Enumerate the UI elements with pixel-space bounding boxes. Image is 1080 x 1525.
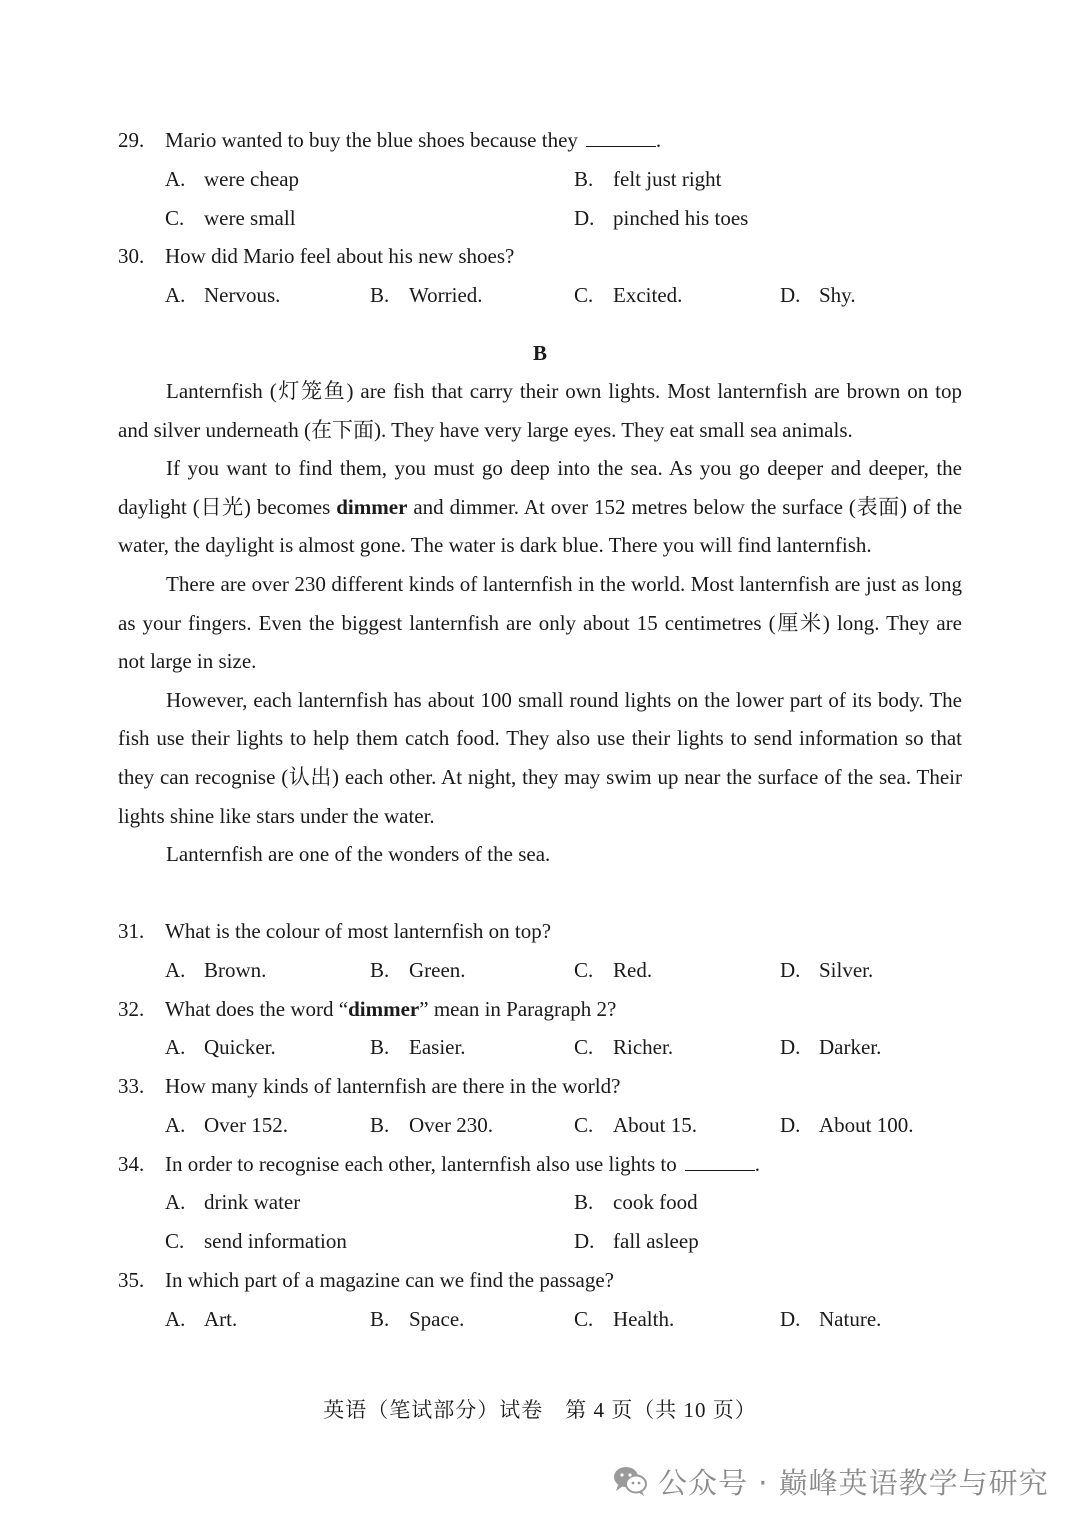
option-33-c: C. About 15. bbox=[574, 1113, 697, 1137]
question-number: 33. bbox=[118, 1074, 145, 1098]
question-35 bbox=[118, 1268, 614, 1293]
option-34-d: D. fall asleep bbox=[574, 1229, 699, 1253]
option-35-a: A. Art. bbox=[165, 1307, 238, 1331]
option-30-b: B. Worried. bbox=[370, 283, 483, 307]
option-30-a: A. Nervous. bbox=[165, 283, 281, 307]
question-stem: How many kinds of lanternfish are there in the world? bbox=[165, 1074, 621, 1098]
option-29-a: A. were cheap bbox=[165, 167, 300, 191]
question-stem: In which part of a magazine can we find the passage? bbox=[165, 1268, 614, 1292]
option-34-c: C. send information bbox=[165, 1229, 347, 1253]
option-35-d: D. Nature. bbox=[780, 1307, 882, 1331]
question-29 bbox=[118, 128, 661, 153]
question-31 bbox=[118, 919, 551, 944]
question-stem: What is the colour of most lanternfish on top? bbox=[165, 919, 552, 943]
question-number: 29. bbox=[118, 128, 145, 152]
option-31-a: A. Brown. bbox=[165, 958, 267, 982]
stem-end: . bbox=[655, 128, 662, 152]
question-stem: Mario wanted to buy the blue shoes because they bbox=[165, 128, 578, 152]
answer-blank bbox=[685, 1152, 755, 1171]
option-35-c: C. Health. bbox=[574, 1307, 675, 1331]
question-number: 34. bbox=[118, 1152, 145, 1176]
passage-paragraph-2: If you want to find them, you must go deep into the sea. As you go deeper and deeper, the daylight (日光) becomes dimmer and dimmer. At over 152 metres below the surface (表面) of the water, the daylight is almost gone. The water is dark blue. There you will find lanternfish. bbox=[118, 456, 963, 558]
watermark bbox=[612, 1459, 1049, 1503]
question-number: 31. bbox=[118, 919, 145, 943]
option-30-d: D. Shy. bbox=[780, 283, 856, 307]
question-stem: How did Mario feel about his new shoes? bbox=[165, 244, 515, 268]
option-30-c: C. Excited. bbox=[574, 283, 683, 307]
passage-paragraph-5: Lanternfish are one of the wonders of the sea. bbox=[166, 842, 551, 867]
option-33-d: D. About 100. bbox=[780, 1113, 914, 1137]
passage-paragraph-1: Lanternfish (灯笼鱼) are fish that carry their own lights. Most lanternfish are brown on top and silver underneath (在下面). They have very large eyes. They eat small sea animals. bbox=[118, 379, 962, 442]
option-33-b: B. Over 230. bbox=[370, 1113, 493, 1137]
answer-blank bbox=[586, 128, 656, 147]
bold-word-dimmer: dimmer bbox=[348, 997, 420, 1021]
option-32-a: A. Quicker. bbox=[165, 1035, 276, 1059]
question-number: 35. bbox=[118, 1268, 145, 1292]
question-number: 30. bbox=[118, 244, 145, 268]
passage-paragraph-4: However, each lanternfish has about 100 small round lights on the lower part of its body. The fish use their lights to help them catch food. They also use their lights to send information so that they can recognise (认出) each other. At night, they may swim up near the surface of the sea. Their lights shine like stars under the water. bbox=[118, 687, 962, 828]
question-33 bbox=[118, 1074, 620, 1099]
page-footer: 英语（笔试部分）试卷 第 4 页（共 10 页） bbox=[323, 1398, 757, 1422]
stem-end: . bbox=[754, 1152, 761, 1176]
option-29-d: D. pinched his toes bbox=[574, 206, 749, 230]
question-30 bbox=[118, 244, 514, 269]
wechat-icon bbox=[612, 1465, 648, 1497]
section-title-b: B bbox=[532, 341, 547, 365]
option-29-b: B. felt just right bbox=[574, 167, 722, 191]
option-34-b: B. cook food bbox=[574, 1190, 698, 1214]
option-31-b: B. Green. bbox=[370, 958, 466, 982]
option-33-a: A. Over 152. bbox=[165, 1113, 288, 1137]
question-34 bbox=[118, 1152, 760, 1177]
option-31-d: D. Silver. bbox=[780, 958, 874, 982]
option-32-c: C. Richer. bbox=[574, 1035, 674, 1059]
bold-word-dimmer: dimmer bbox=[336, 494, 408, 519]
option-35-b: B. Space. bbox=[370, 1307, 465, 1331]
option-34-a: A. drink water bbox=[165, 1190, 301, 1214]
option-32-b: B. Easier. bbox=[370, 1035, 466, 1059]
question-32: 32. What does the word “dimmer” mean in Paragraph 2? bbox=[118, 997, 617, 1021]
reading-passage bbox=[118, 372, 962, 874]
watermark-text: 公众号 · 巅峰英语教学与研究 bbox=[658, 1465, 1049, 1500]
option-31-c: C. Red. bbox=[574, 958, 653, 982]
option-32-d: D. Darker. bbox=[780, 1035, 882, 1059]
option-29-c: C. were small bbox=[165, 206, 296, 230]
passage-paragraph-3: There are over 230 different kinds of lanternfish in the world. Most lanternfish are just as long as your fingers. Even the biggest lanternfish are only about 15 centimetres (厘米) long. They are not large in size. bbox=[118, 571, 962, 674]
question-stem: In order to recognise each other, lanternfish also use lights to bbox=[165, 1152, 677, 1176]
question-number: 32. bbox=[118, 997, 145, 1021]
